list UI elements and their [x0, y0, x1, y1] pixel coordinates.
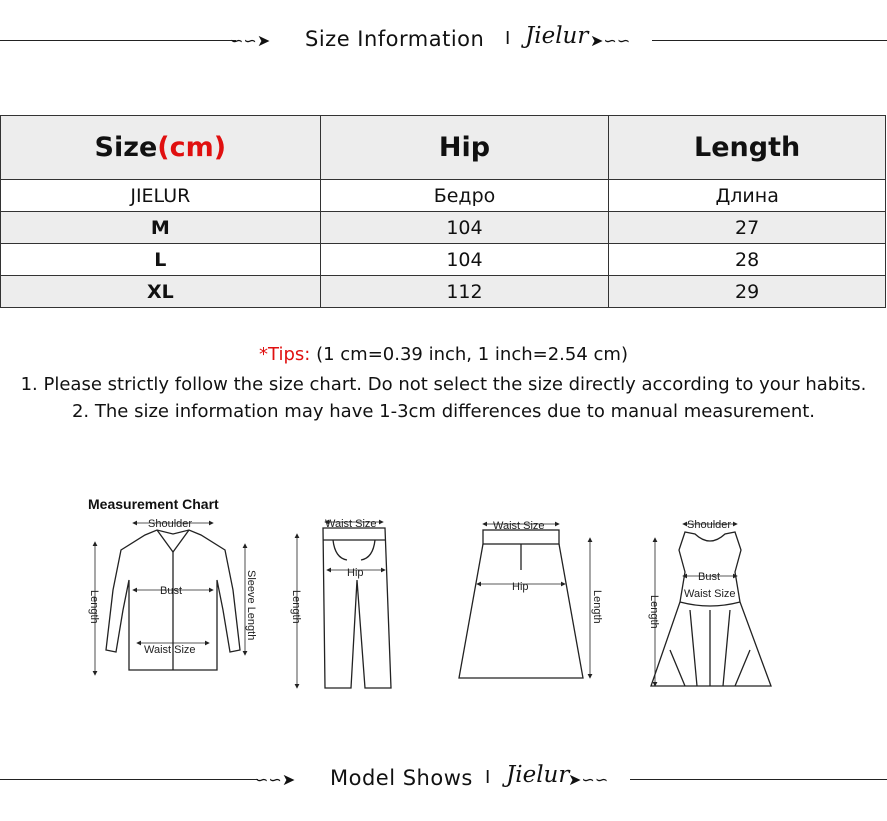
model-shows-banner [0, 759, 887, 799]
header-hip: Hip [320, 116, 609, 180]
squiggle-arrow-icon: ➤∽∽ [590, 31, 631, 50]
squiggle-arrow-icon: ∽∽➤ [255, 770, 296, 789]
row-size: XL [1, 276, 321, 308]
footer-separator: I [485, 767, 491, 788]
shirt-length-label: Length [88, 590, 100, 624]
pants-illustration [297, 522, 391, 688]
subheader-length: Длина [609, 180, 886, 212]
measurement-illustrations [85, 510, 785, 710]
skirt-hip-label: Hip [512, 581, 529, 593]
row-length: 28 [609, 244, 886, 276]
header-size: Size(cm) [1, 116, 321, 180]
row-hip: 104 [320, 212, 609, 244]
header-length: Length [609, 116, 886, 180]
tips-label: *Tips: [259, 344, 311, 365]
table-row [1, 212, 886, 244]
header-size-unit: (cm) [157, 132, 227, 163]
banner-left-rule [0, 40, 236, 41]
skirt-waist-label: Waist Size [493, 520, 545, 532]
shirt-shoulder-label: Shoulder [148, 518, 193, 530]
row-length: 29 [609, 276, 886, 308]
dress-bust-label: Bust [698, 571, 721, 583]
row-length: 27 [609, 212, 886, 244]
pants-hip-label: Hip [347, 567, 364, 579]
dress-illustration [651, 524, 771, 686]
shirt-bust-label: Bust [160, 585, 183, 597]
banner-left-rule [0, 779, 258, 780]
dress-waist-label: Waist Size [684, 588, 736, 600]
squiggle-arrow-icon: ∽∽➤ [230, 31, 271, 50]
measurement-chart-title: Measurement Chart [88, 496, 219, 512]
shirt-waist-label: Waist Size [144, 644, 196, 656]
subheader-hip: Бедро [320, 180, 609, 212]
banner-title: Size Information [305, 27, 485, 51]
skirt-length-label: Length [591, 590, 603, 624]
banner-right-rule [630, 779, 887, 780]
pants-length-label: Length [290, 590, 302, 624]
row-hip: 112 [320, 276, 609, 308]
row-size: L [1, 244, 321, 276]
squiggle-arrow-icon: ➤∽∽ [568, 770, 609, 789]
banner-separator: I [505, 28, 511, 49]
dress-shoulder-label: Shoulder [687, 519, 732, 531]
banner-right-rule [652, 40, 887, 41]
pants-waist-label: Waist Size [325, 518, 377, 530]
dress-length-label: Length [648, 595, 660, 629]
table-row [1, 276, 886, 308]
table-header-row [1, 116, 886, 180]
subheader-size: JIELUR [1, 180, 321, 212]
shirt-sleeve-label: Sleeve Length [245, 570, 257, 641]
tip-line-1: 1. Please strictly follow the size chart. Do not select the size directly according to your habits. [20, 374, 867, 395]
skirt-illustration [459, 524, 590, 678]
footer-title: Model Shows [330, 766, 473, 790]
table-row [1, 244, 886, 276]
row-size: M [1, 212, 321, 244]
footer-brand: Jielur [506, 762, 570, 788]
tips-conversion: (1 cm=0.39 inch, 1 inch=2.54 cm) [316, 344, 628, 365]
table-subheader-row [1, 180, 886, 212]
tip-line-2: 2. The size information may have 1-3cm differences due to manual measurement. [71, 401, 816, 422]
size-table [0, 115, 886, 308]
row-hip: 104 [320, 244, 609, 276]
size-info-banner [0, 20, 887, 60]
tips-heading [0, 344, 887, 365]
banner-brand: Jielur [525, 23, 589, 49]
